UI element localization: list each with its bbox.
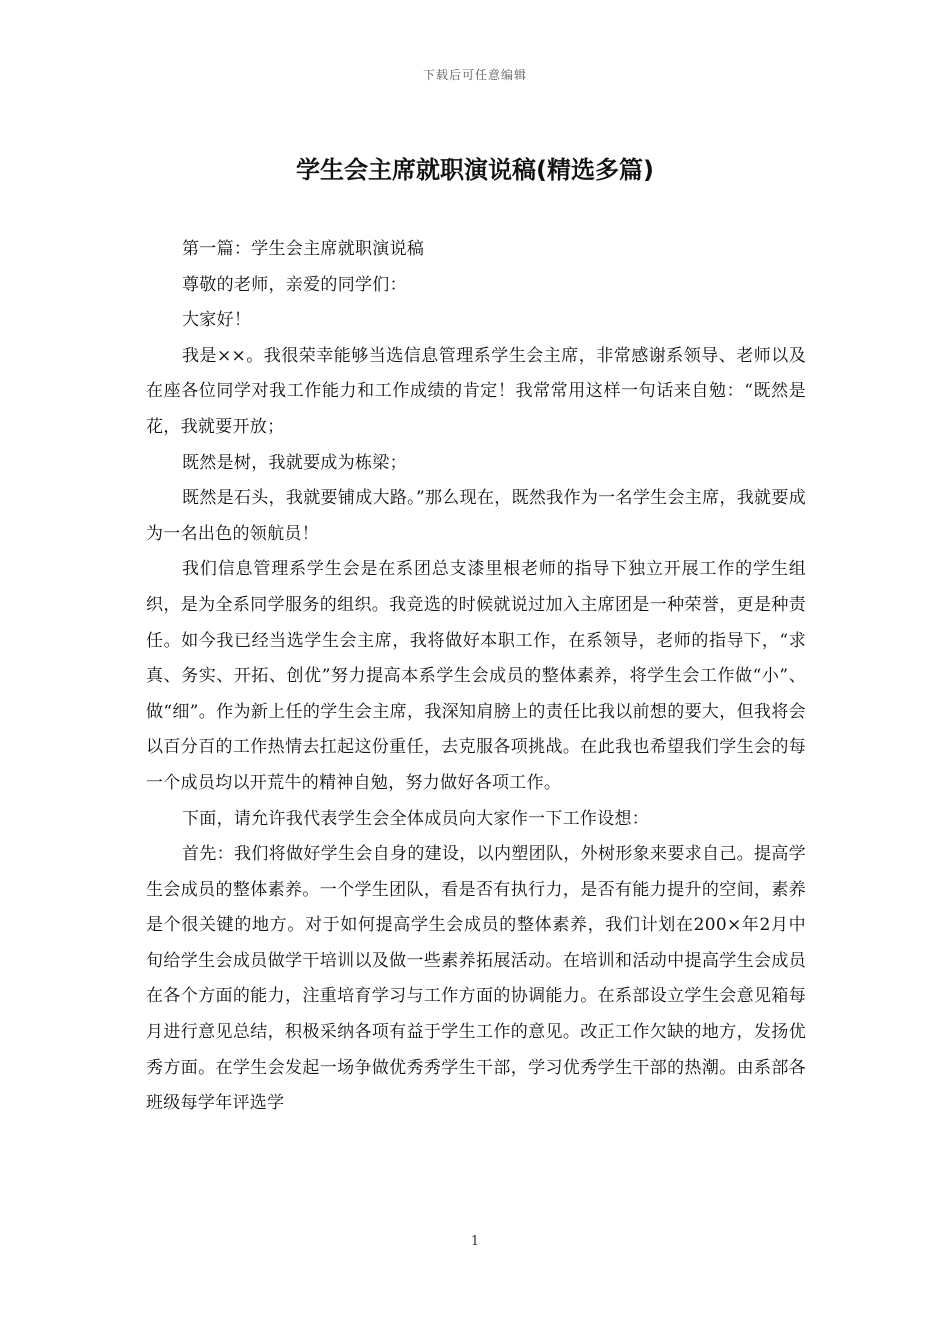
document-body	[146, 232, 806, 1122]
paragraph-salutation: 尊敬的老师，亲爱的同学们：	[182, 274, 407, 295]
page-number: 1	[470, 1234, 480, 1249]
paragraph-plan-intro: 下面，请允许我代表学生会全体成员向大家作一下工作设想：	[182, 808, 650, 829]
document-title: 学生会主席就职演说稿(精选多篇)	[296, 156, 654, 184]
paragraph-plan-first: 首先：我们将做好学生会自身的建设，以内塑团队，外树形象来要求自己。提高学生会成员的整体素养。一个学生团队，看是否有执行力，是否有能力提升的空间，素养是个很关键的地方。对于如何提高学生会成员的整体素养，我们计划在200×年2月中旬给学生会成员做学干培训以及做一些素养拓展活动。在培训和活动中提高学生会成员在各个方面的能力，注重培育学习与工作方面的协调能力。在系部设立学生会意见箱每月进行意见总结，积极采纳各项有益于学生工作的意见。改正工作欠缺的地方，发扬优秀方面。在学生会发起一场争做优秀秀学生干部，学习优秀学生干部的热潮。由系部各班级每学年评选学	[146, 844, 806, 1114]
paragraph-greeting: 大家好！	[182, 310, 252, 331]
paragraph-organization: 我们信息管理系学生会是在系团总支漆里根老师的指导下独立开展工作的学生组织，是为全系同学服务的组织。我竞选的时候就说过加入主席团是一种荣誉，更是种责任。如今我已经当选学生会主席，我将做好本职工作，在系领导，老师的指导下，“求真、务实、开拓、创优”努力提高本系学生会成员的整体素养，将学生会工作做“小”、做“细”。作为新上任的学生会主席，我深知肩膀上的责任比我以前想的要大，但我将会以百分百的工作热情去扛起这份重任，去克服各项挑战。在此我也希望我们学生会的每一个成员均以开荒牛的精神自勉，努力做好各项工作。	[146, 559, 806, 793]
paragraph-introduction: 我是××。我很荣幸能够当选信息管理系学生会主席，非常感谢系领导、老师以及在座各位同学对我工作能力和工作成绩的肯定！我常常用这样一句话来自勉：“既然是花，我就要开放；	[146, 345, 806, 437]
page-header-note: 下载后可任意编辑	[422, 68, 527, 82]
paragraph-motto-stone: 既然是石头，我就要铺成大路。”那么现在，既然我作为一名学生会主席，我就要成为一名出色的领航员！	[146, 488, 806, 544]
paragraph-motto-tree: 既然是树，我就要成为栋梁；	[182, 452, 407, 473]
paragraph-section-heading: 第一篇：学生会主席就职演说稿	[182, 239, 425, 259]
